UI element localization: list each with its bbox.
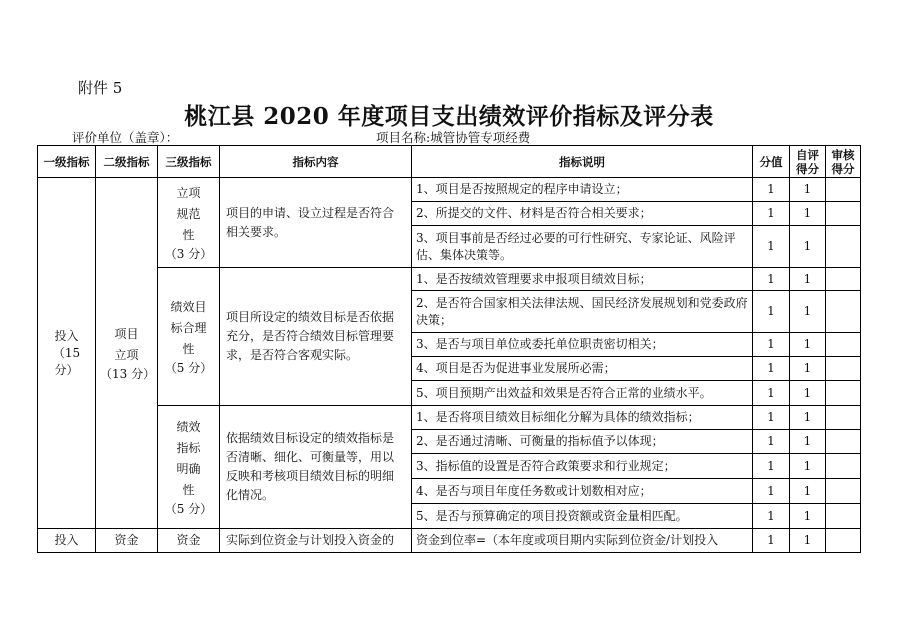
self-score-cell: 1 — [790, 333, 826, 357]
self-score-cell: 1 — [790, 529, 826, 553]
description-cell: 3、指标值的设置是否符合政策要求和行业规定； — [412, 454, 753, 479]
level3-points: （5 分） — [164, 360, 213, 375]
description-cell: 4、项目是否为促进事业发展所必需； — [412, 357, 753, 381]
header-score: 分值 — [753, 146, 790, 178]
review-score-cell[interactable] — [826, 430, 861, 454]
content-cell: 项目的申请、设立过程是否符合相关要求。 — [220, 178, 412, 268]
level3-name: 立项规范性 — [176, 185, 201, 242]
score-cell: 1 — [753, 178, 790, 202]
level2-name: 项目立项 — [114, 326, 139, 362]
level3-cell — [158, 268, 220, 406]
description-cell: 5、项目预期产出效益和效果是否符合正常的业绩水平。 — [412, 381, 753, 406]
description-cell: 3、项目事前是否经过必要的可行性研究、专家论证、风险评估、集体决策等。 — [412, 226, 753, 268]
score-cell: 1 — [753, 202, 790, 226]
project-name-label: 项目名称:城管协管专项经费 — [376, 130, 531, 145]
content-cell: 实际到位资金与计划投入资金的 — [220, 529, 412, 553]
review-score-cell[interactable] — [826, 381, 861, 406]
header-self-score: 自评得分 — [790, 146, 826, 178]
score-cell: 1 — [753, 406, 790, 430]
self-score-cell: 1 — [790, 504, 826, 529]
evaluation-table — [37, 145, 861, 553]
description-cell: 2、是否通过清晰、可衡量的指标值予以体现； — [412, 430, 753, 454]
self-score-cell: 1 — [790, 454, 826, 479]
page-title: 桃江县 2020 年度项目支出绩效评价指标及评分表 — [184, 103, 714, 130]
review-score-cell[interactable] — [826, 291, 861, 333]
self-score-cell: 1 — [790, 291, 826, 333]
description-cell: 4、是否与项目年度任务数或计划数相对应； — [412, 479, 753, 504]
header-level2: 二级指标 — [96, 146, 158, 178]
level1-name: 投入 — [54, 328, 79, 343]
review-score-cell[interactable] — [826, 454, 861, 479]
self-score-cell: 1 — [790, 357, 826, 381]
review-score-cell[interactable] — [826, 357, 861, 381]
review-score-cell[interactable] — [826, 268, 861, 291]
header-row — [38, 146, 861, 178]
header-description: 指标说明 — [412, 146, 753, 178]
self-score-cell: 1 — [790, 226, 826, 268]
review-score-cell[interactable] — [826, 333, 861, 357]
score-cell: 1 — [753, 529, 790, 553]
description-cell: 5、是否与预算确定的项目投资额或资金量相匹配。 — [412, 504, 753, 529]
score-cell: 1 — [753, 357, 790, 381]
review-score-cell[interactable] — [826, 479, 861, 504]
self-score-cell: 1 — [790, 406, 826, 430]
score-cell: 1 — [753, 479, 790, 504]
level3-points: （5 分） — [164, 501, 213, 516]
score-cell: 1 — [753, 226, 790, 268]
self-score-cell: 1 — [790, 268, 826, 291]
description-cell: 资金到位率=（本年度或项目期内实际到位资金/计划投入 — [412, 529, 753, 553]
annex-label: 附件 5 — [78, 79, 123, 97]
review-score-cell[interactable] — [826, 226, 861, 268]
table-row — [38, 529, 861, 553]
self-score-cell: 1 — [790, 430, 826, 454]
level3-name: 绩效目标合理性 — [170, 299, 207, 356]
header-review-score: 审核得分 — [826, 146, 861, 178]
description-cell: 1、是否按绩效管理要求申报项目绩效目标； — [412, 268, 753, 291]
score-cell: 1 — [753, 268, 790, 291]
score-cell: 1 — [753, 504, 790, 529]
level3-cell — [158, 406, 220, 529]
level1-cell — [38, 178, 96, 529]
level3-points: （3 分） — [164, 246, 213, 261]
level2-cell — [96, 178, 158, 529]
score-cell: 1 — [753, 381, 790, 406]
description-cell: 2、所提交的文件、材料是否符合相关要求； — [412, 202, 753, 226]
self-score-cell: 1 — [790, 381, 826, 406]
content-cell: 项目所设定的绩效目标是否依据充分，是否符合绩效目标管理要求，是否符合客观实际。 — [220, 268, 412, 406]
review-score-cell[interactable] — [826, 529, 861, 553]
review-score-cell[interactable] — [826, 406, 861, 430]
score-cell: 1 — [753, 430, 790, 454]
score-cell: 1 — [753, 291, 790, 333]
score-cell: 1 — [753, 454, 790, 479]
self-score-cell: 1 — [790, 178, 826, 202]
review-score-cell[interactable] — [826, 202, 861, 226]
level1-cell: 投入 — [38, 529, 96, 553]
table-row — [38, 406, 861, 430]
review-score-cell[interactable] — [826, 504, 861, 529]
self-score-cell: 1 — [790, 479, 826, 504]
score-cell: 1 — [753, 333, 790, 357]
description-cell: 3、是否与项目单位或委托单位职责密切相关； — [412, 333, 753, 357]
review-score-cell[interactable] — [826, 178, 861, 202]
header-level3: 三级指标 — [158, 146, 220, 178]
table-row — [38, 178, 861, 202]
description-cell: 1、项目是否按照规定的程序申请设立； — [412, 178, 753, 202]
header-level1: 一级指标 — [38, 146, 96, 178]
level3-name: 绩效指标明确性 — [176, 419, 201, 497]
description-cell: 2、是否符合国家相关法律法规、国民经济发展规划和党委政府决策； — [412, 291, 753, 333]
level2-points: （13 分） — [100, 366, 156, 381]
description-cell: 1、是否将项目绩效目标细化分解为具体的绩效指标； — [412, 406, 753, 430]
level2-cell: 资金 — [96, 529, 158, 553]
content-cell: 依据绩效目标设定的绩效指标是否清晰、细化、可衡量等，用以反映和考核项目绩效目标的明细化情况。 — [220, 406, 412, 529]
eval-unit-label: 评价单位（盖章）： — [72, 130, 179, 145]
self-score-cell: 1 — [790, 202, 826, 226]
level1-points: （15 分） — [52, 345, 81, 377]
header-content: 指标内容 — [220, 146, 412, 178]
level3-cell — [158, 178, 220, 268]
table-row — [38, 268, 861, 291]
level3-cell: 资金 — [158, 529, 220, 553]
